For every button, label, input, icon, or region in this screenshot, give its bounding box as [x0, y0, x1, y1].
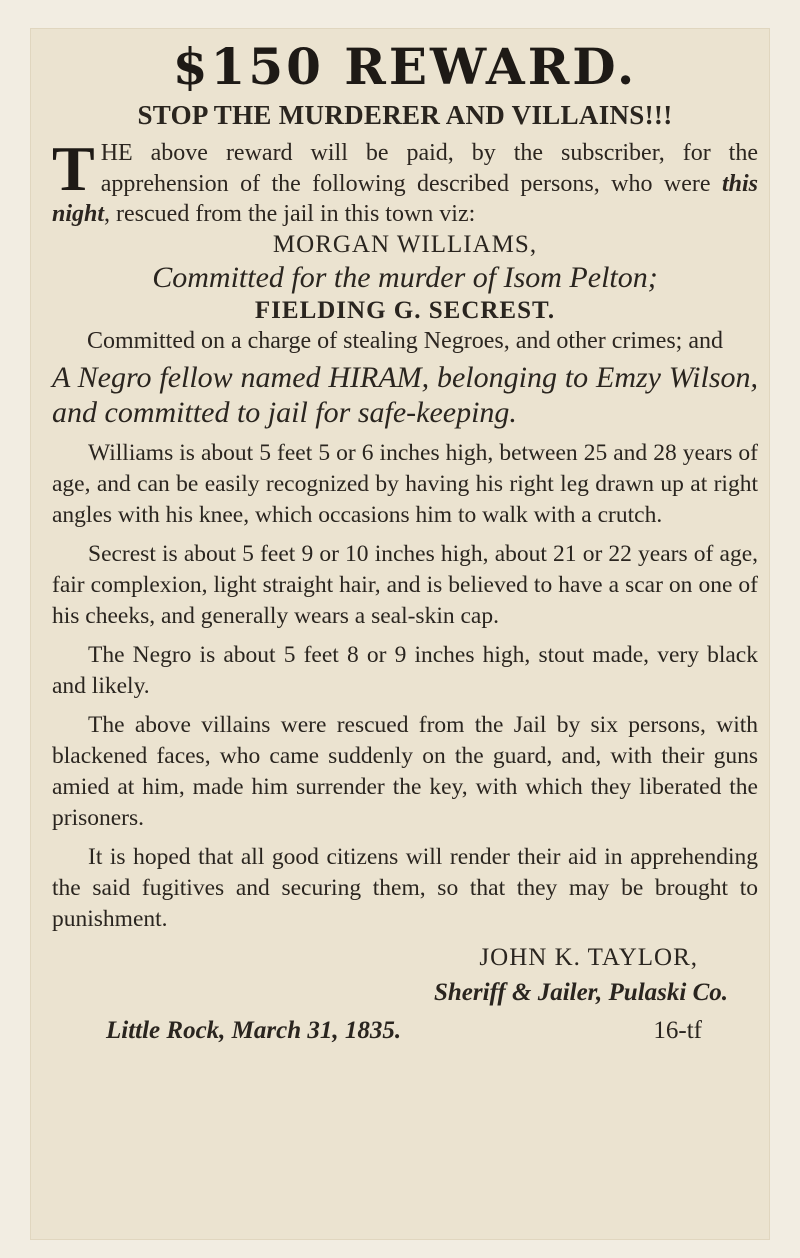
signature-name: JOHN K. TAYLOR, [479, 944, 698, 971]
dateline-code: 16-tf [653, 1017, 702, 1044]
intro-text-end: , rescued from the jail in this town viz: [104, 201, 476, 227]
appeal-paragraph: It is hoped that all good citizens will render their aid in apprehending the said fugitives and securing them, so that they may be brought to punishment. [52, 844, 758, 932]
hiram-description: The Negro is about 5 feet 8 or 9 inches high, stout made, very black and likely. [52, 642, 758, 699]
signature-title: Sheriff & Jailer, Pulaski Co. [433, 979, 728, 1006]
person1-charge: Committed for the murder of Isom Pelton; [152, 260, 658, 294]
dateline-place: Little Rock, March 31, 1835. [106, 1017, 402, 1044]
dateline [52, 1015, 758, 1047]
williams-description: Williams is about 5 feet 5 or 6 inches high, between 25 and 28 years of age, and can be easily recognized by having his right leg drawn up at right angles with his knee, which occasions him to walk with a crutch. [52, 440, 758, 528]
headline: $150 REWARD. [172, 37, 638, 96]
person2-name: FIELDING G. SECREST. [254, 296, 556, 324]
reward-notice [52, 30, 758, 1047]
person2-charge: Committed on a charge of stealing Negroes, and other crimes; and [86, 327, 724, 354]
intro-emphasis: this night [52, 170, 758, 227]
rescue-account: The above villains were rescued from the Jail by six persons, with blackened faces, who came suddenly on the guard, and, with their guns amied at him, made him surrender the key, with which they liberated the prisoners. [52, 712, 758, 831]
secrest-description: Secrest is about 5 feet 9 or 10 inches high, about 21 or 22 years of age, fair complexion, light straight hair, and is believed to have a scar on one of his cheeks, and generally wears a seal-skin cap. [52, 541, 758, 629]
subhead: STOP THE MURDERER AND VILLAINS!!! [137, 100, 673, 130]
intro-text-start: HE above reward will be paid, by the subscriber, for the apprehension of the following described persons, who were [100, 140, 758, 197]
person1-name: MORGAN WILLIAMS, [272, 230, 538, 258]
person3-description: A Negro fellow named HIRAM, belonging to Emzy Wilson, and committed to jail for safe-keeping. [52, 361, 758, 429]
drop-cap: T [52, 133, 95, 204]
intro-paragraph [52, 133, 758, 230]
